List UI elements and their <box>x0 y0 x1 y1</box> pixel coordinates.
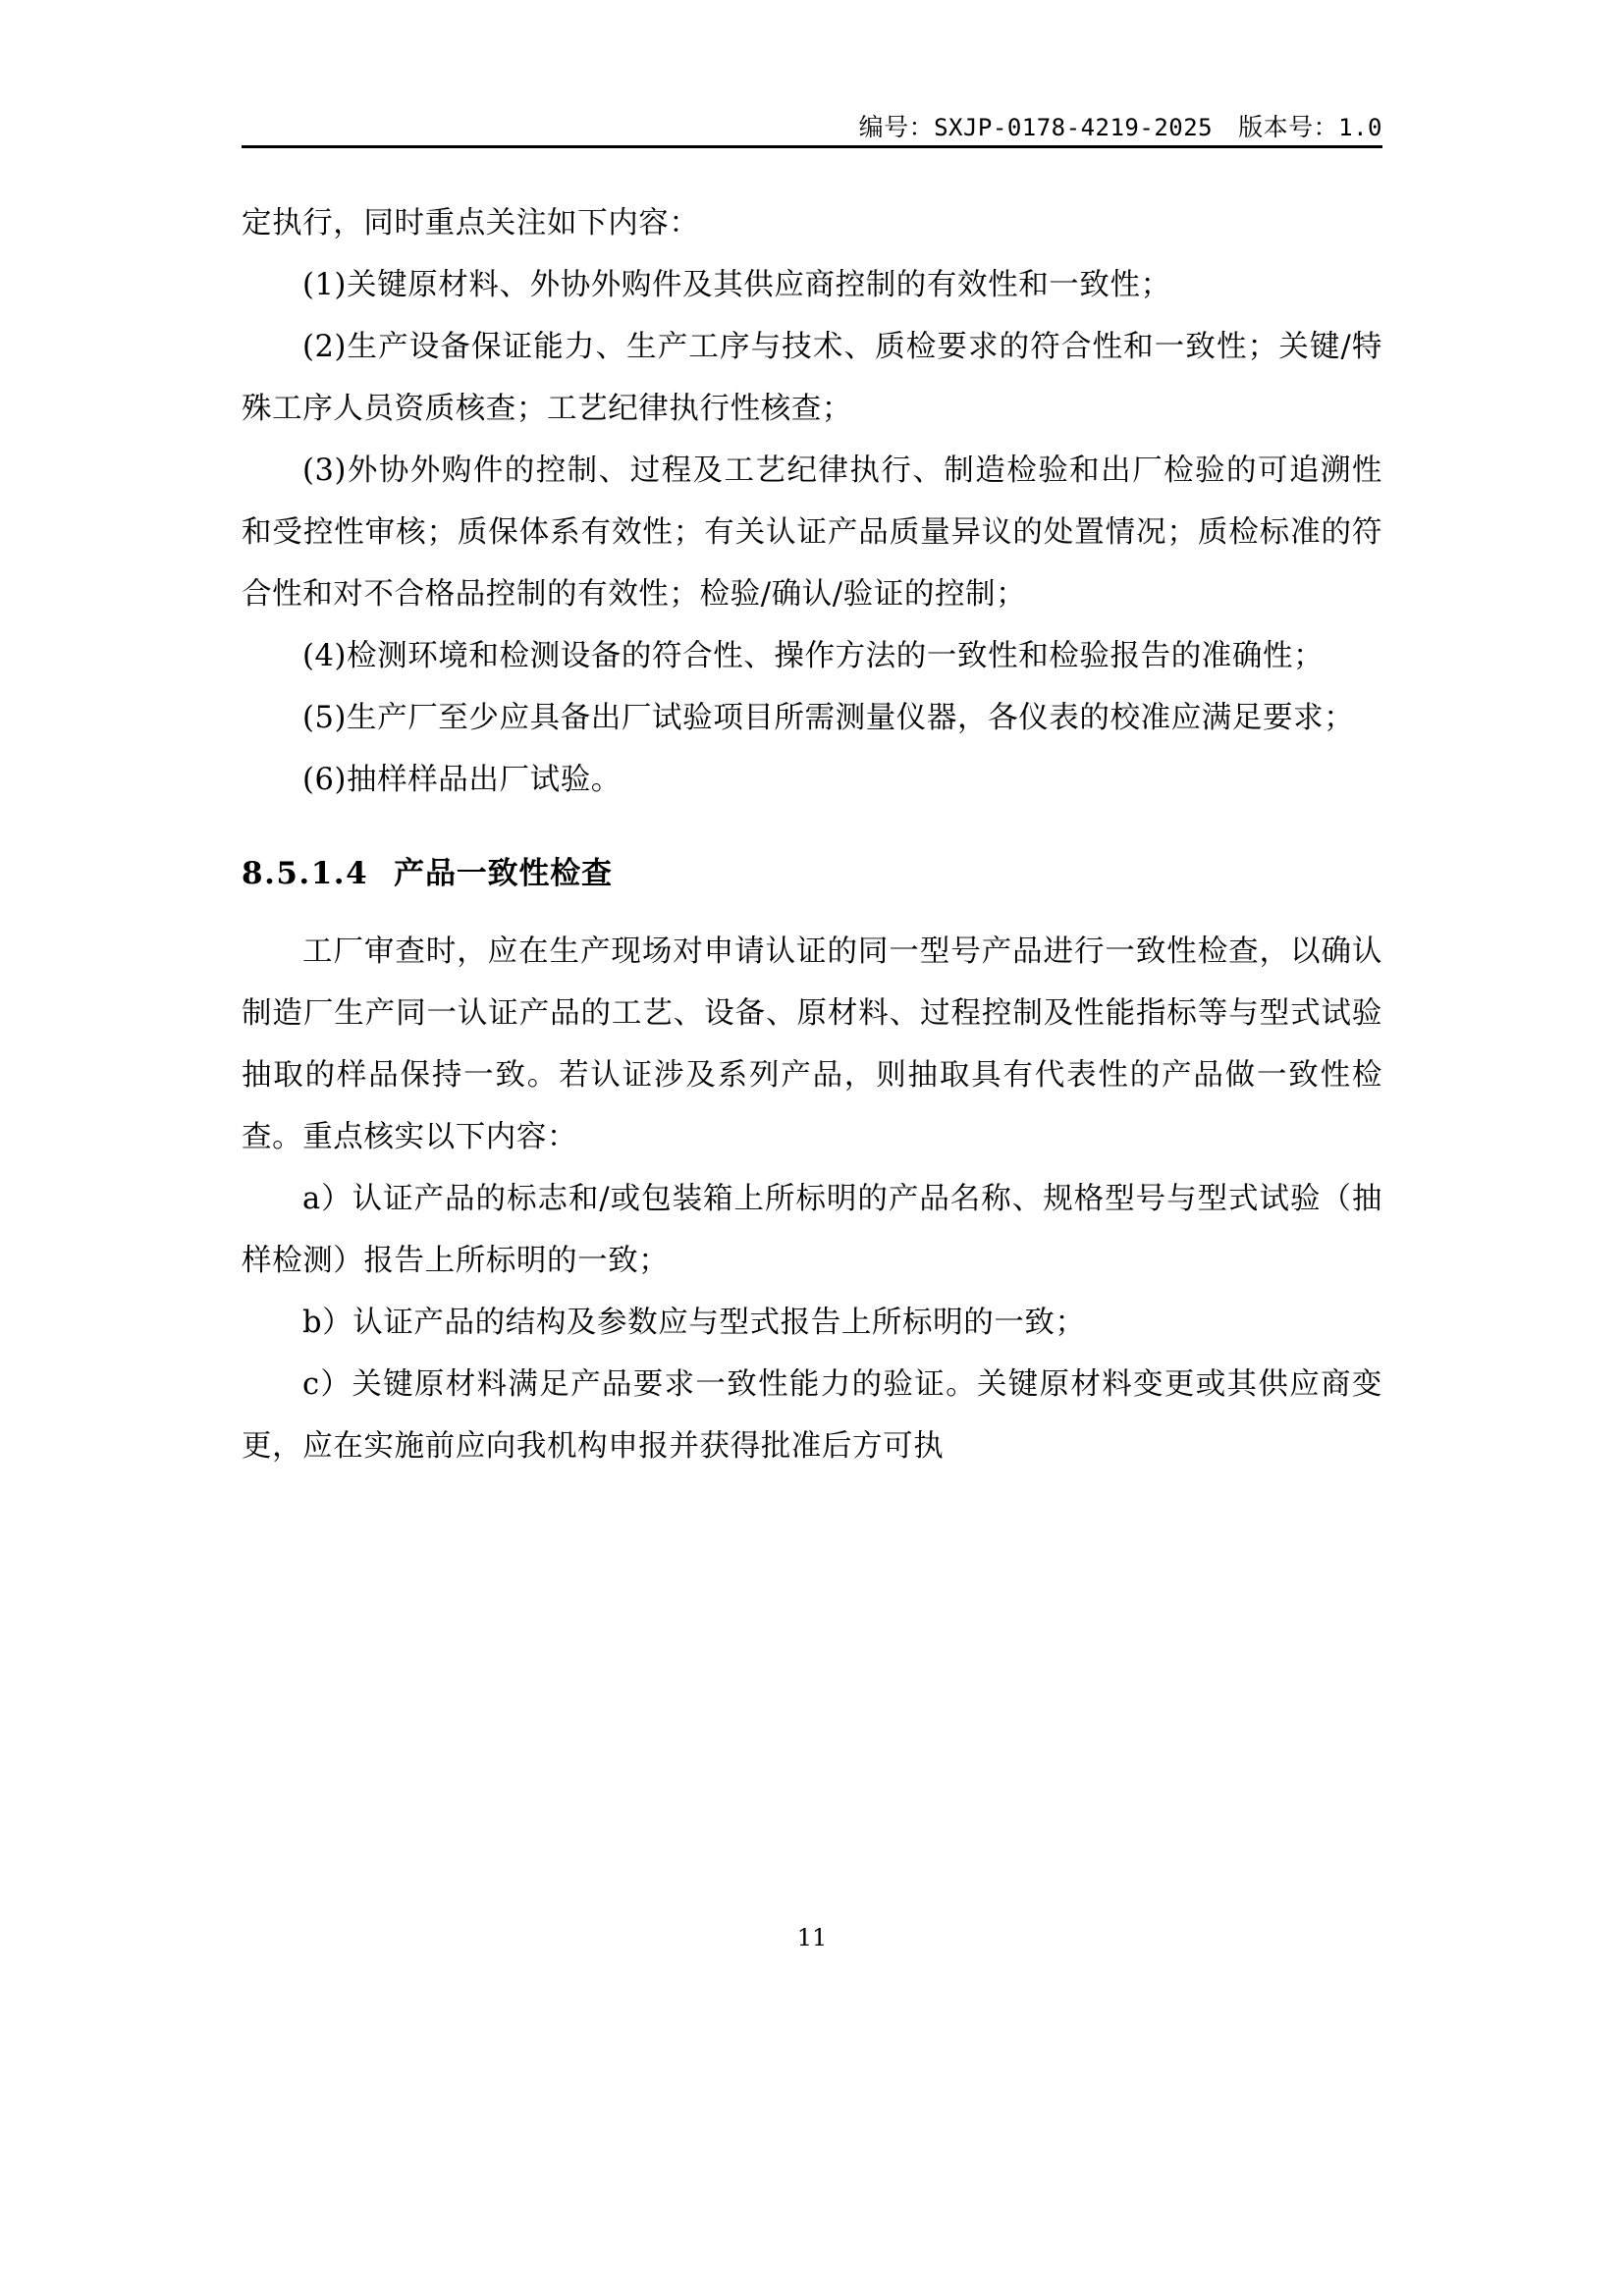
page-header <box>242 108 1382 143</box>
paragraph: (6)抽样样品出厂试验。 <box>302 763 622 797</box>
paragraph: (5)生产厂至少应具备出厂试验项目所需测量仪器，各仪表的校准应满足要求； <box>302 701 1355 735</box>
paragraph: (1)关键原材料、外协外购件及其供应商控制的有效性和一致性； <box>302 268 1171 302</box>
header-code-label: 编号： <box>858 113 935 141</box>
paragraph: (2)生产设备保证能力、生产工序与技术、质检要求的符合性和一致性；关键/特殊工序人员资质核查；工艺纪律执行性核查； <box>242 330 1382 426</box>
section-title: 产品一致性检查 <box>394 856 613 891</box>
paragraph: 工厂审查时，应在生产现场对申请认证的同一型号产品进行一致性检查，以确认制造厂生产同一认证产品的工艺、设备、原材料、过程控制及性能指标等与型式试验抽取的样品保持一致。若认证涉及系列产品，则抽取具有代表性的产品做一致性检查。重点核实以下内容： <box>242 934 1382 1154</box>
paragraph: a）认证产品的标志和/或包装箱上所标明的产品名称、规格型号与型式试验（抽样检测）报告上所标明的一致； <box>242 1182 1382 1278</box>
section-number: 8.5.1.4 <box>242 856 369 891</box>
section-heading <box>242 844 1382 903</box>
paragraph: (3)外协外购件的控制、过程及工艺纪律执行、制造检验和出厂检验的可追溯性和受控性审核；质保体系有效性；有关认证产品质量异议的处置情况；质检标准的符合性和对不合格品控制的有效性；检验/确认/验证的控制； <box>242 454 1382 612</box>
header-version-value: 1.0 <box>1338 114 1382 141</box>
paragraph: c）关键原材料满足产品要求一致性能力的验证。关键原材料变更或其供应商变更，应在实施前应向我机构申报并获得批准后方可执 <box>242 1367 1382 1464</box>
header-version-label: 版本号： <box>1238 113 1339 141</box>
header-divider <box>242 145 1382 148</box>
paragraph: 定执行，同时重点关注如下内容： <box>242 206 700 240</box>
paragraph: b）认证产品的结构及参数应与型式报告上所标明的一致； <box>302 1306 1086 1340</box>
page-number: 11 <box>796 1924 828 1951</box>
paragraph: (4)检测环境和检测设备的符合性、操作方法的一致性和检验报告的准确性； <box>302 639 1325 673</box>
header-doc-code: SXJP-0178-4219-2025 <box>934 114 1214 141</box>
document-body <box>242 192 1382 1477</box>
